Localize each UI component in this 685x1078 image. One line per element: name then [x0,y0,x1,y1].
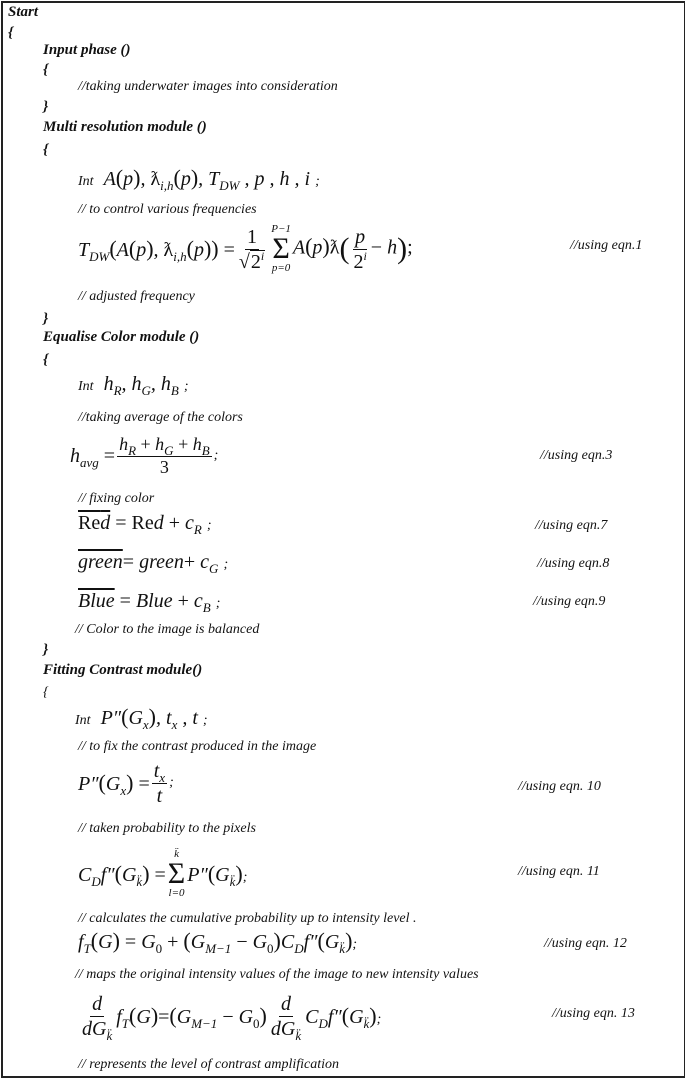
equalise-color-declaration: Int $h_R$, $h_G$, $h_B$ ; [78,373,189,398]
equation-9-ref: //using eqn.9 [533,594,606,609]
input-phase-comment: //taking underwater images into consideration [78,79,338,94]
int-keyword: Int [75,713,91,728]
equation-3: $h_{avg}$ = $\frac{h_R + h_G + h_B}{3}$ ; [70,433,219,477]
equation-1: $T_{DW}(A(p)$, $ƛ_{i,h}(p)$) = $\frac{1}{√2^i}$ P−1 Σ p=0 A(p)ƛ( $\frac{p}{2^i}$ − h); [78,222,413,275]
equation-10-ref: //using eqn. 10 [518,779,601,794]
equation-13: $\frac{d}{dG_{k̈}}$ $f_T(G)=(G_{M-1} - G_0)$ $\frac{d}{dG_{k̈}}$ $C_Df''(G_{k̈})$; [82,992,382,1043]
fitting-contrast-declaration: Int $P''(G_x)$, $t_x$ , t ; [75,704,208,732]
equalise-color-comment-3: // Color to the image is balanced [75,622,260,637]
close-brace: } [43,311,49,327]
equation-13-ref: //using eqn. 13 [552,1006,635,1021]
equation-12-ref: //using eqn. 12 [544,936,627,951]
start-label: Start [8,4,39,20]
fitting-contrast-comment-5: // represents the level of contrast amplification [78,1057,340,1072]
equation-7: Red = Red + $c_R$ ; [78,512,212,537]
open-brace: { [43,352,49,368]
equation-11: $C_Df''(G_{k̈})$ = k̈ Σ l=0 $P''(G_{k̈})$; [78,847,248,900]
equation-11-ref: //using eqn. 11 [518,864,600,879]
equation-10: $P''(G_x)$ = $\frac{t_x}{t}$ ; [78,759,174,807]
equalise-color-comment-1: //taking average of the colors [78,410,243,425]
multi-resolution-declaration: Int A(p), $ƛ_{i,h}(p)$, $T_{DW}$ , p , h , i ; [78,165,320,193]
int-keyword: Int [78,379,94,394]
equation-1-ref: //using eqn.1 [570,238,643,253]
equation-9: Blue = Blue + $c_B$ ; [78,590,221,615]
equalise-color-title: Equalise Color module () [43,329,200,345]
equation-7-ref: //using eqn.7 [535,518,608,533]
multi-resolution-comment-2: // adjusted frequency [78,289,195,304]
equation-8-ref: //using eqn.8 [537,556,610,571]
fitting-contrast-title: Fitting Contrast module() [43,662,203,678]
open-brace: { [43,62,49,78]
int-keyword: Int [78,174,94,189]
multi-resolution-title: Multi resolution module () [43,119,207,135]
input-phase-title: Input phase () [43,42,131,58]
open-brace: { [8,25,14,41]
fitting-contrast-comment-1: // to fix the contrast produced in the image [78,739,317,754]
equation-12: $f_T(G) = G_0 + (G_{M-1} - G_0)C_Df''(G_{k̈})$; [78,928,358,956]
open-brace: { [43,685,49,700]
equation-3-ref: //using eqn.3 [540,448,613,463]
equation-8: green= green+ $c_G$ ; [78,551,229,576]
multi-resolution-comment-1: // to control various frequencies [78,202,257,217]
equalise-color-comment-2: // fixing color [78,491,155,506]
close-brace: } [43,99,49,115]
fitting-contrast-comment-4: // maps the original intensity values of the image to new intensity values [75,967,479,982]
open-brace: { [43,142,49,158]
close-brace: } [43,642,49,658]
fitting-contrast-comment-3: // calculates the cumulative probability up to intensity level . [78,911,417,926]
fitting-contrast-comment-2: // taken probability to the pixels [78,821,256,836]
